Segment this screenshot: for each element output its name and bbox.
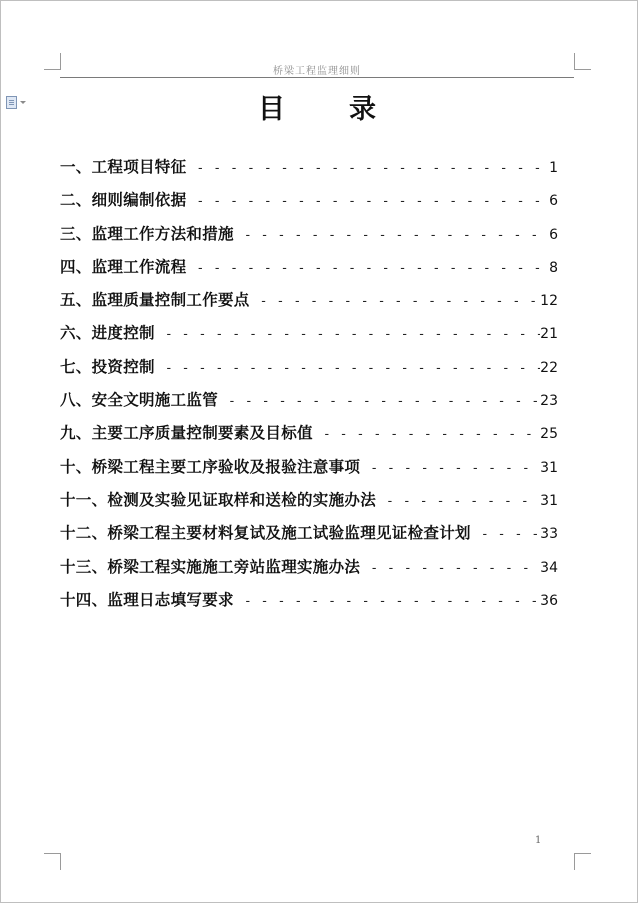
toc-entry-label: 六、进度控制 xyxy=(60,324,155,343)
toc-page-number: 34 xyxy=(540,559,558,576)
toc-entry-label: 十、桥梁工程主要工序验收及报验注意事项 xyxy=(60,457,361,476)
toc-dot-leader xyxy=(234,228,549,243)
toc-entry-label: 十二、桥梁工程主要材料复试及施工试验监理见证检查计划 xyxy=(60,524,471,543)
table-of-contents xyxy=(60,155,558,621)
toc-entry-label: 三、监理工作方法和措施 xyxy=(60,224,234,243)
toc-entry-label: 十四、监理日志填写要求 xyxy=(60,590,234,609)
toc-page-number: 23 xyxy=(540,393,558,410)
toc-entry-label: 七、投资控制 xyxy=(60,357,155,376)
toc-page-number: 22 xyxy=(540,359,558,376)
toc-page-number: 6 xyxy=(549,193,558,210)
toc-dot-leader xyxy=(360,461,540,476)
toc-page-number: 36 xyxy=(540,592,558,609)
toc-entry[interactable] xyxy=(60,521,558,554)
toc-entry[interactable] xyxy=(60,222,558,255)
toc-entry-label: 四、监理工作流程 xyxy=(60,257,187,276)
crop-mark-bottom-right xyxy=(574,853,591,870)
header-rule xyxy=(60,77,574,78)
page-title: 目录 xyxy=(258,94,440,125)
toc-entry[interactable] xyxy=(60,321,558,354)
toc-page-number: 8 xyxy=(549,259,558,276)
toc-dot-leader xyxy=(250,294,541,309)
footer-page-number: 1 xyxy=(535,835,542,846)
toc-entry[interactable] xyxy=(60,255,558,288)
toc-dot-leader xyxy=(186,261,549,276)
toc-entry[interactable] xyxy=(60,555,558,588)
toc-entry[interactable] xyxy=(60,288,558,321)
toc-dot-leader xyxy=(155,327,540,342)
toc-dot-leader xyxy=(186,161,549,176)
toc-dot-leader xyxy=(234,594,540,609)
toc-page-number: 25 xyxy=(540,426,558,443)
paste-options-button[interactable] xyxy=(6,95,32,109)
toc-dot-leader xyxy=(360,561,540,576)
toc-entry[interactable] xyxy=(60,355,558,388)
toc-dot-leader xyxy=(471,527,540,542)
running-header: 桥梁工程监理细则 xyxy=(273,66,361,77)
toc-entry[interactable] xyxy=(60,588,558,621)
toc-dot-leader xyxy=(313,427,540,442)
toc-entry[interactable] xyxy=(60,488,558,521)
toc-dot-leader xyxy=(376,494,540,509)
chevron-down-icon xyxy=(20,101,26,104)
toc-entry-label: 十一、检测及实验见证取样和送检的实施办法 xyxy=(60,490,377,509)
toc-entry-label: 二、细则编制依据 xyxy=(60,191,187,210)
document-icon xyxy=(6,96,17,109)
toc-entry-label: 五、监理质量控制工作要点 xyxy=(60,291,250,310)
toc-entry[interactable] xyxy=(60,188,558,221)
toc-entry-label: 一、工程项目特征 xyxy=(60,158,187,176)
toc-entry[interactable] xyxy=(60,421,558,454)
toc-page-number: 21 xyxy=(540,326,558,343)
toc-page-number: 31 xyxy=(540,459,558,476)
crop-mark-top-left xyxy=(44,53,61,70)
toc-dot-leader xyxy=(186,194,549,209)
toc-dot-leader xyxy=(155,361,540,376)
toc-entry[interactable] xyxy=(60,155,558,188)
toc-page-number: 12 xyxy=(540,293,558,310)
toc-page-number: 31 xyxy=(540,492,558,509)
toc-entry-label: 九、主要工序质量控制要素及目标值 xyxy=(60,424,313,443)
toc-page-number: 33 xyxy=(540,526,558,543)
toc-entry-label: 八、安全文明施工监管 xyxy=(60,391,219,410)
toc-dot-leader xyxy=(218,394,540,409)
toc-page-number: 6 xyxy=(549,226,558,243)
toc-entry[interactable] xyxy=(60,455,558,488)
toc-entry-label: 十三、桥梁工程实施施工旁站监理实施办法 xyxy=(60,557,361,576)
toc-page-number: 1 xyxy=(549,160,558,176)
crop-mark-bottom-left xyxy=(44,853,61,870)
toc-entry[interactable] xyxy=(60,388,558,421)
crop-mark-top-right xyxy=(574,53,591,70)
